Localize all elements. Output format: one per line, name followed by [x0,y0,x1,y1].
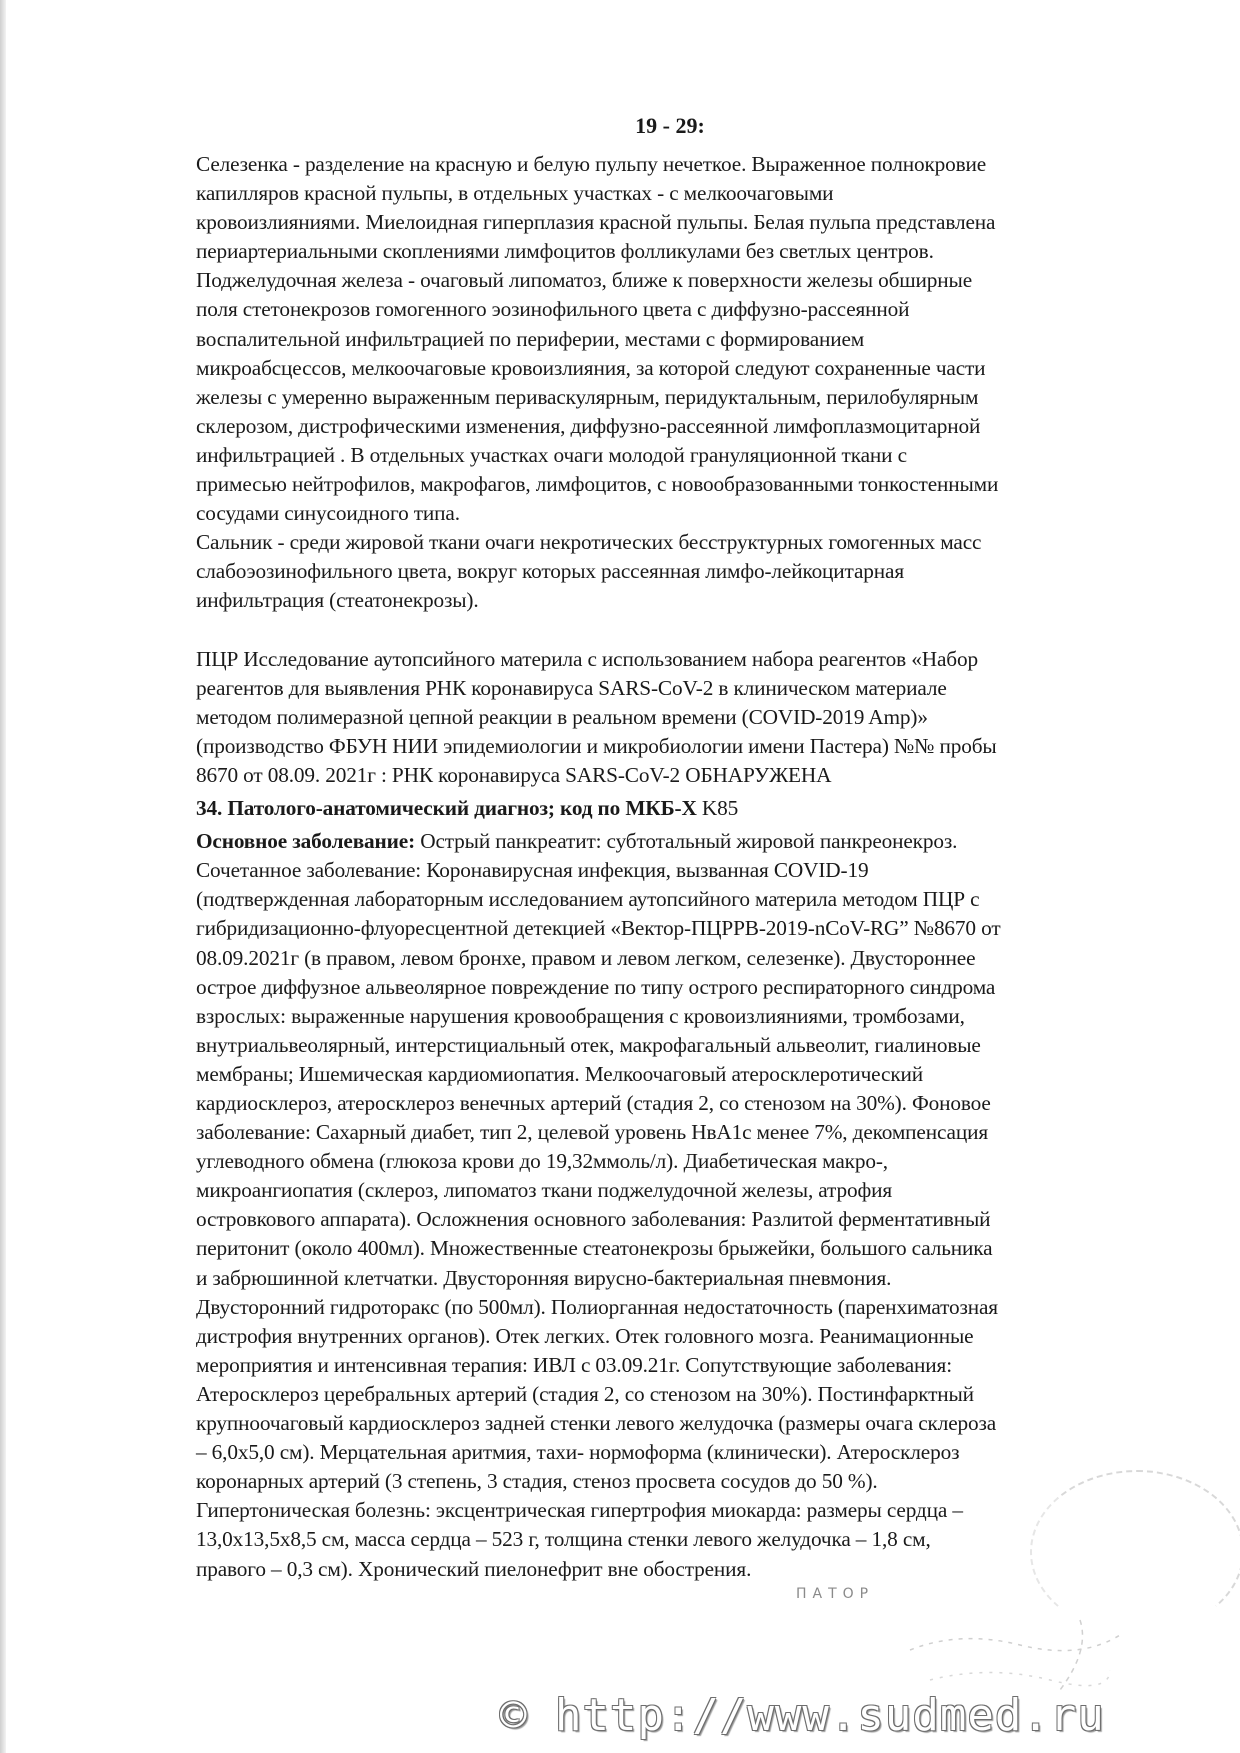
text-line: капилляров красной пульпы, в отдельных участках - с мелкоочаговыми [196,181,834,206]
text-line: кардиосклероз, атеросклероз венечных артерий (стадия 2, со стенозом на 30%). Фоновое [196,1091,991,1115]
text-line: перитонит (около 400мл). Множественные стеатонекрозы брыжейки, большого сальника [196,1236,993,1261]
text-line: острое диффузное альвеолярное повреждение по типу острого респираторного синдрома [196,974,996,999]
text-line: инфильтрация (стеатонекрозы). [196,588,479,613]
text-line: внутриальвеолярный, интерстициальный отек, макрофагальный альвеолит, гиалиновые [196,1032,981,1057]
text-line: воспалительной инфильтрацией по периферии, местами с формированием [196,326,865,351]
text-line: сосудами синусоидного типа. [196,501,460,526]
text-line: (производство ФБУН НИИ эпидемиологии и микробиологии имени Пастера) №№ пробы [196,733,997,758]
text-line: заболевание: Сахарный диабет, тип 2, целевой уровень НвА1с менее 7%, декомпенсация [196,1120,988,1145]
text-line: Селезенка - разделение на красную и белую пульпу нечеткое. Выраженное полнокровие [196,152,987,176]
text-line: мембраны; Ишемическая кардиомиопатия. Мелкоочаговый атеросклеротический [196,1061,924,1086]
text-line: железы с умеренно выраженным периваскулярным, перидуктальным, перилобулярным [196,384,979,409]
text-line: гибридизационно-флуоресцентной детекцией «Вектор-ПЦРРВ-2019-nCoV-RG” №8670 от [196,916,1001,941]
blank-line [196,616,1186,645]
watermark: © http://www.sudmed.ru [500,1690,1105,1741]
text-line: поля стетонекрозов гомогенного эозинофильного цвета с диффузно-рассеянной [196,297,910,322]
text-line: склерозом, дистрофическими изменения, диффузно-рассеянной лимфоплазмоцитарной [196,413,981,438]
section-title: 34. Патолого-анатомический диагноз; код по МКБ-Х [196,796,697,821]
document-body [196,150,1186,1584]
text-line: крупноочаговый кардиосклероз задней стенки левого желудочка (размеры очага склероза [196,1411,997,1436]
text-line: микроангиопатия (склероз, липоматоз ткани поджелудочной железы, атрофия [196,1178,893,1203]
text-line: взрослых: выраженные нарушения кровообращения с кровоизлияниями, тромбозами, [196,1003,965,1028]
text-line: слабоэозинофильного цвета, вокруг которых рассеянная лимфо-лейкоцитарная [196,559,904,584]
text-line: периартериальными скоплениями лимфоцитов фолликулами без светлых центров. [196,239,934,264]
text-line: методом полимеразной цепной реакции в реальном времени (COVID-2019 Amp)» [196,704,928,729]
text-line: коронарных артерий (3 степень, 3 стадия, стеноз просвета сосудов до 50 %). [196,1469,878,1494]
text-line: дистрофия внутренних органов). Отек легких. Отек головного мозга. Реанимационные [196,1323,974,1348]
text-line: 13,0х13,5х8,5 см, масса сердца – 523 г, толщина стенки левого желудочка – 1,8 см, [196,1527,931,1552]
text-line: правого – 0,3 см). Хронический пиелонефрит вне обострения. [196,1556,752,1581]
text-line: мероприятия и интенсивная терапия: ИВЛ с 03.09.21г. Сопутствующие заболевания: [196,1352,952,1377]
scan-edge [0,0,6,1753]
main-disease-text: Острый панкреатит: субтотальный жировой панкреонекроз. [415,829,958,854]
text-line: 8670 от 08.09. 2021г : РНК коронавируса SARS-CoV-2 ОБНАРУЖЕНА [196,762,832,787]
icd-code: K85 [701,796,739,821]
text-line: Сальник - среди жировой ткани очаги некротических бесструктурных гомогенных масс [196,530,982,555]
text-line: Двусторонний гидроторакс (по 500мл). Полиорганная недостаточность (паренхиматозная [196,1294,998,1319]
text-line: 08.09.2021г (в правом, левом бронхе, правом и левом легком, селезенке). Двустороннее [196,945,976,970]
section-heading [196,794,1186,823]
text-line: примесью нейтрофилов, макрофагов, лимфоцитов, с новообразованными тонкостенными [196,472,999,497]
stamp-text: ПАТОР [796,1586,875,1602]
text-line: микроабсцессов, мелкоочаговые кровоизлияния, за которой следуют сохраненные части [196,355,986,380]
signature [900,1610,1130,1700]
text-line: Сочетанное заболевание: Коронавирусная инфекция, вызванная COVID-19 [196,858,869,883]
pcr-paragraph [196,645,1186,790]
text-line: углеводного обмена (глюкоза крови до 19,32ммоль/л). Диабетическая макро-, [196,1149,888,1174]
text-line: реагентов для выявления РНК коронавируса SARS-CoV-2 в клиническом материале [196,675,947,700]
histology-paragraph [196,150,1186,616]
text-line: и забрюшинной клетчатки. Двусторонняя вирусно-бактериальная пневмония. [196,1265,892,1290]
text-line: Поджелудочная железа - очаговый липоматоз, ближе к поверхности железы обширные [196,268,973,293]
diagnosis-lead-line [196,827,1186,856]
text-line: (подтвержденная лабораторным исследованием аутопсийного материла методом ПЦР с [196,887,980,912]
text-line: островкового аппарата). Осложнения основного заболевания: Разлитой ферментативный [196,1207,991,1232]
text-line: кровоизлияниями. Миелоидная гиперплазия красной пульпы. Белая пульпа представлена [196,210,996,235]
text-line: ПЦР Исследование аутопсийного материла с использованием набора реагентов «Набор [196,646,978,671]
diagnosis-paragraph [196,827,1186,1583]
text-line: Гипертоническая болезнь: эксцентрическая гипертрофия миокарда: размеры сердца – [196,1498,963,1523]
text-line: Атеросклероз церебральных артерий (стадия 2, со стенозом на 30%). Постинфарктный [196,1381,974,1406]
main-disease-label: Основное заболевание: [196,829,416,854]
text-line: инфильтрацией . В отдельных участках очаги молодой грануляционной ткани с [196,442,907,467]
text-line: – 6,0х5,0 см). Мерцательная аритмия, тахи- нормоформа (клинически). Атеросклероз [196,1440,960,1465]
page-number: 19 - 29: [635,113,705,138]
